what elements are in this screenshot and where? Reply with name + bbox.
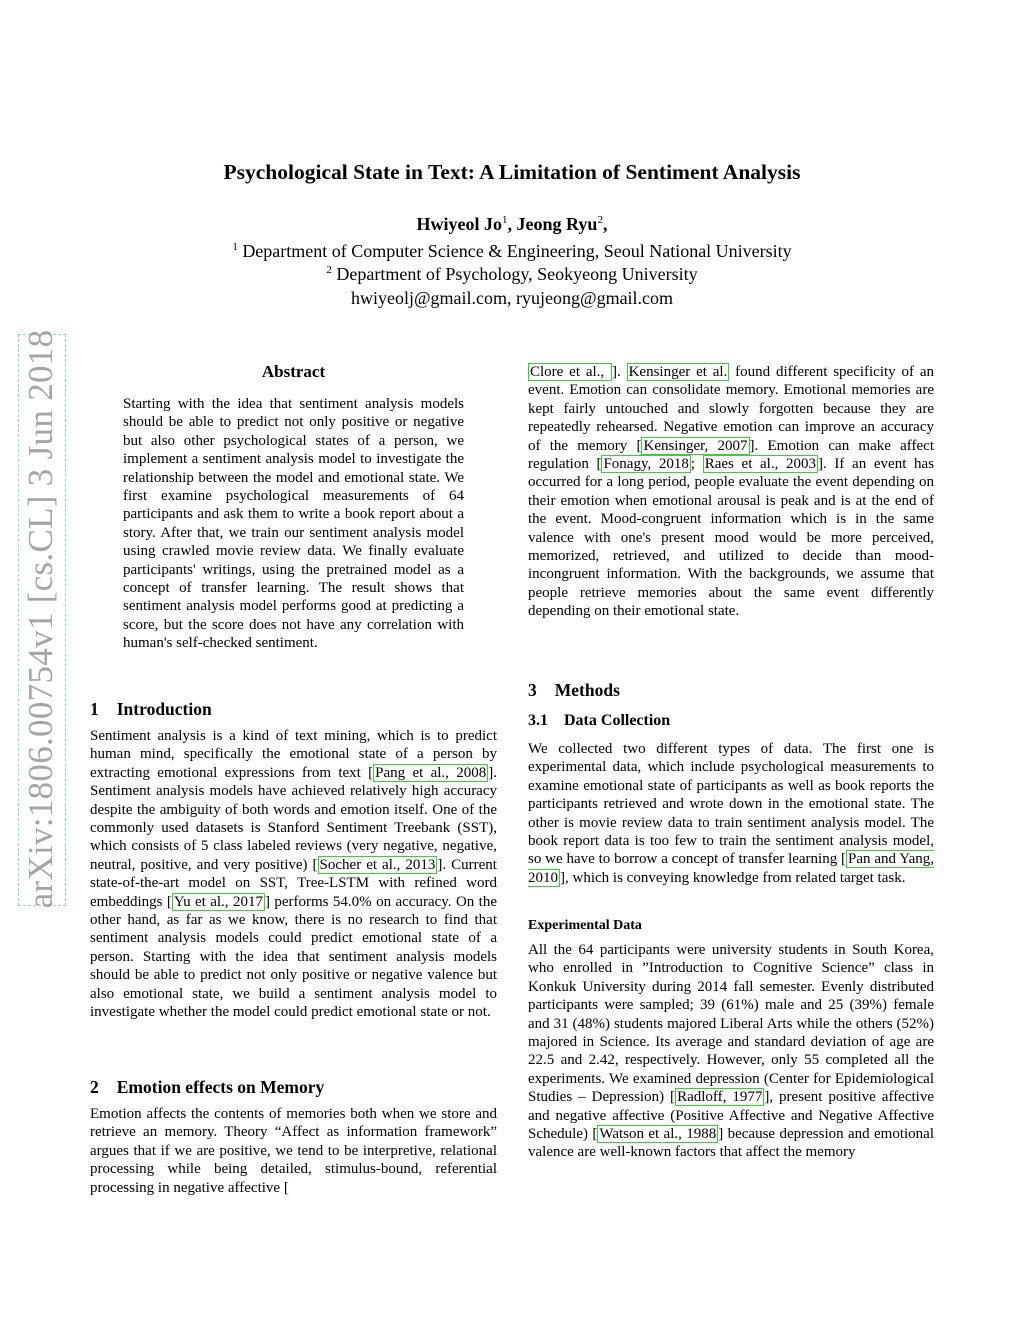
text-run: ] because depression and emotional valence are well-known factors that affect the memory (528, 1126, 934, 1161)
section-heading-emotion (90, 1077, 324, 1098)
emotion-paragraph-part2 (528, 363, 934, 621)
author-separator: , (602, 214, 608, 234)
abstract-title: Abstract (261, 362, 326, 381)
text-run: Sentiment analysis is a kind of text mining, which is to predict human mind, specifically the emotional state of a person by extracting emotional expressions from text [ (90, 728, 497, 781)
citation-link[interactable]: Pan and Yang, 2010 (528, 851, 935, 886)
text-run: ] performs 54.0% on accuracy. On the other hand, as far as we know, there is no research to find that sentiment analysis models could predict emotional state of a person. Starting with the idea that sentiment analysis models should be able to predict not only positive or negative valence but also emotional state, we build a sentiment analysis model to investigate whether the model could predict emotional state or not. (90, 893, 498, 1021)
text-run: ]. Emotion can make affect regulation [ (528, 437, 934, 473)
text-run: found different specificity of an event. Emotion can consolidate memory. Emotional memories are kept fairly untouched and slowly forgotten because they are repeatedly rehearsed. Negative emotion can improve an accuracy of the memory [ (528, 364, 934, 454)
abstract-text: Starting with the idea that sentiment analysis models should be able to predict not only positive or negative but also other psychological states of a person, we implement a sentiment analysis model to investigate the relationship between the model and emotional state. We first examine psychological measurements of 64 participants and ask them to write a book report about a story. After that, we train our sentiment analysis model using crawled movie review data. We finally evaluate participants' writings, using the pretrained model as a concept of transfer learning. The result shows that sentiment analysis model performs good at predicting a score, but the score does not have any correlation with human's self-checked sentiment. (123, 396, 464, 652)
paragraph-heading-experimental-data: Experimental Data (528, 918, 642, 933)
affil-sup: 1 (232, 241, 238, 253)
introduction-body (90, 727, 497, 1022)
text-run: We collected two different types of data. The first one is experimental data, which include psychological measurements to examine emotional state of participants as well as book reports the participants retrieved and wrote down in the emotional state. The other is movie review data to train sentiment analysis model. The book report data is too few to train the sentiment analysis model, so we have to borrow a concept of transfer learning [ (528, 741, 934, 868)
section-heading-introduction (90, 699, 212, 720)
author-emails: hwiyeolj@gmail.com, ryujeong@gmail.com (350, 288, 674, 308)
subsection-heading-data-collection (528, 712, 670, 730)
section-title: Introduction (116, 699, 212, 719)
citation-link[interactable]: Kensinger et al. (628, 364, 728, 380)
text-run: ]. Sentiment analysis models have achieved relatively high accuracy despite the ambiguity of both words and emotion itself. One of the commonly used datasets is Stanford Sentiment Treebank (SST), which consists of 5 class labeled reviews (very negative, negative, neutral, positive, and very positive) [ (90, 764, 497, 873)
text-run: Emotion affects the contents of memories both when we store and retrieve an memory. Theory “Affect as information framework” argues that if we are positive, we tend to be interpretive, relational processing while being detailed, stimulus-bound, referential processing in negative affective [ (90, 1106, 497, 1196)
text-run: ]. (612, 364, 627, 380)
section-number: 1 (90, 699, 99, 719)
text-run: ], present positive affective and negative affective (Positive Affective and Negative Affective Schedule) [ (528, 1089, 934, 1143)
citation-link[interactable]: Pang et al., 2008 (375, 764, 487, 781)
affil-text: Department of Computer Science & Engineering, Seoul National University (237, 241, 792, 261)
citation-link[interactable]: Raes et al., 2003 (704, 456, 817, 473)
text-run: ], which is conveying knowledge from related target task. (560, 869, 906, 886)
intro-paragraph (90, 727, 497, 1022)
subsection-number: 3.1 (528, 712, 548, 729)
citation-link[interactable]: Yu et al., 2017 (173, 893, 263, 910)
data-collection-body (528, 740, 934, 887)
authors (0, 214, 1024, 235)
section-number: 2 (90, 1077, 99, 1097)
citation-link[interactable]: Radloff, 1977 (677, 1089, 763, 1106)
experimental-data-body (528, 941, 934, 1162)
text-run: ]. If an event has occurred for a long period, people evaluate the event depending on their emotion when emotional arousal is peak and is at the end of the event. Mood-congruent information which is in the same valence with one's present mood would be more perceived, memorized, retrieved, and utilized to decide than mood-incongruent information. With the backgrounds, we assume that people retrieve memories about the same event differently depending on their emotional state. (528, 456, 935, 620)
affil-sup: 2 (326, 264, 332, 276)
subsection-title: Data Collection (564, 712, 671, 729)
affiliation-2 (0, 264, 1024, 285)
emotion-paragraph-part1 (90, 1105, 497, 1197)
text-run: All the 64 participants were university students in South Korea, who enrolled in ”Introduction to Cognitive Science” class in Konkuk University during 2014 fall semester. Evenly distributed participants were sampled; 39 (61%) male and 25 (39%) female and 31 (48%) students majored Liberal Arts while the others (52%) majored in Science. Its average and standard deviation of age are 22.5 and 2.42, respectively. However, only 55 completed all the experiments. We examined depression (Center for Epidemiological Studies – Depression) [ (528, 942, 934, 1106)
citation-link[interactable]: Fonagy, 2018 (603, 456, 689, 473)
section-number: 3 (528, 680, 537, 700)
affiliation-1 (0, 241, 1024, 262)
citation-link[interactable]: Socher et al., 2013 (319, 856, 436, 873)
emotion-body-col2 (528, 363, 934, 621)
arxiv-stamp: arXiv:1806.00754v1 [cs.CL] 3 Jun 2018 (21, 329, 60, 909)
text-run: ; (690, 456, 703, 473)
author-name: Hwiyeol Jo (416, 214, 503, 234)
author-name: Jeong Ryu (516, 214, 598, 234)
abstract-body (123, 395, 464, 653)
section-title: Methods (554, 680, 620, 700)
experimental-data-paragraph (528, 941, 934, 1162)
section-title: Emotion effects on Memory (116, 1077, 325, 1097)
author-separator: , (507, 214, 517, 234)
data-collection-paragraph (528, 740, 934, 887)
citation-link[interactable]: Clore et al., (530, 364, 610, 380)
author-affil-sup: 2 (597, 214, 603, 226)
emotion-body-col1 (90, 1105, 497, 1196)
paper-title: Psychological State in Text: A Limitation of Sentiment Analysis (223, 160, 801, 184)
affil-text: Department of Psychology, Seokyeong University (331, 264, 698, 284)
citation-link[interactable]: Kensinger, 2007 (643, 437, 748, 454)
text-run: ]. Current state-of-the-art model on SST, Tree-LSTM with refined word embeddings [ (90, 856, 497, 910)
section-heading-methods (528, 680, 620, 701)
citation-link[interactable]: Watson et al., 1988 (599, 1126, 717, 1143)
author-affil-sup: 1 (502, 214, 508, 226)
